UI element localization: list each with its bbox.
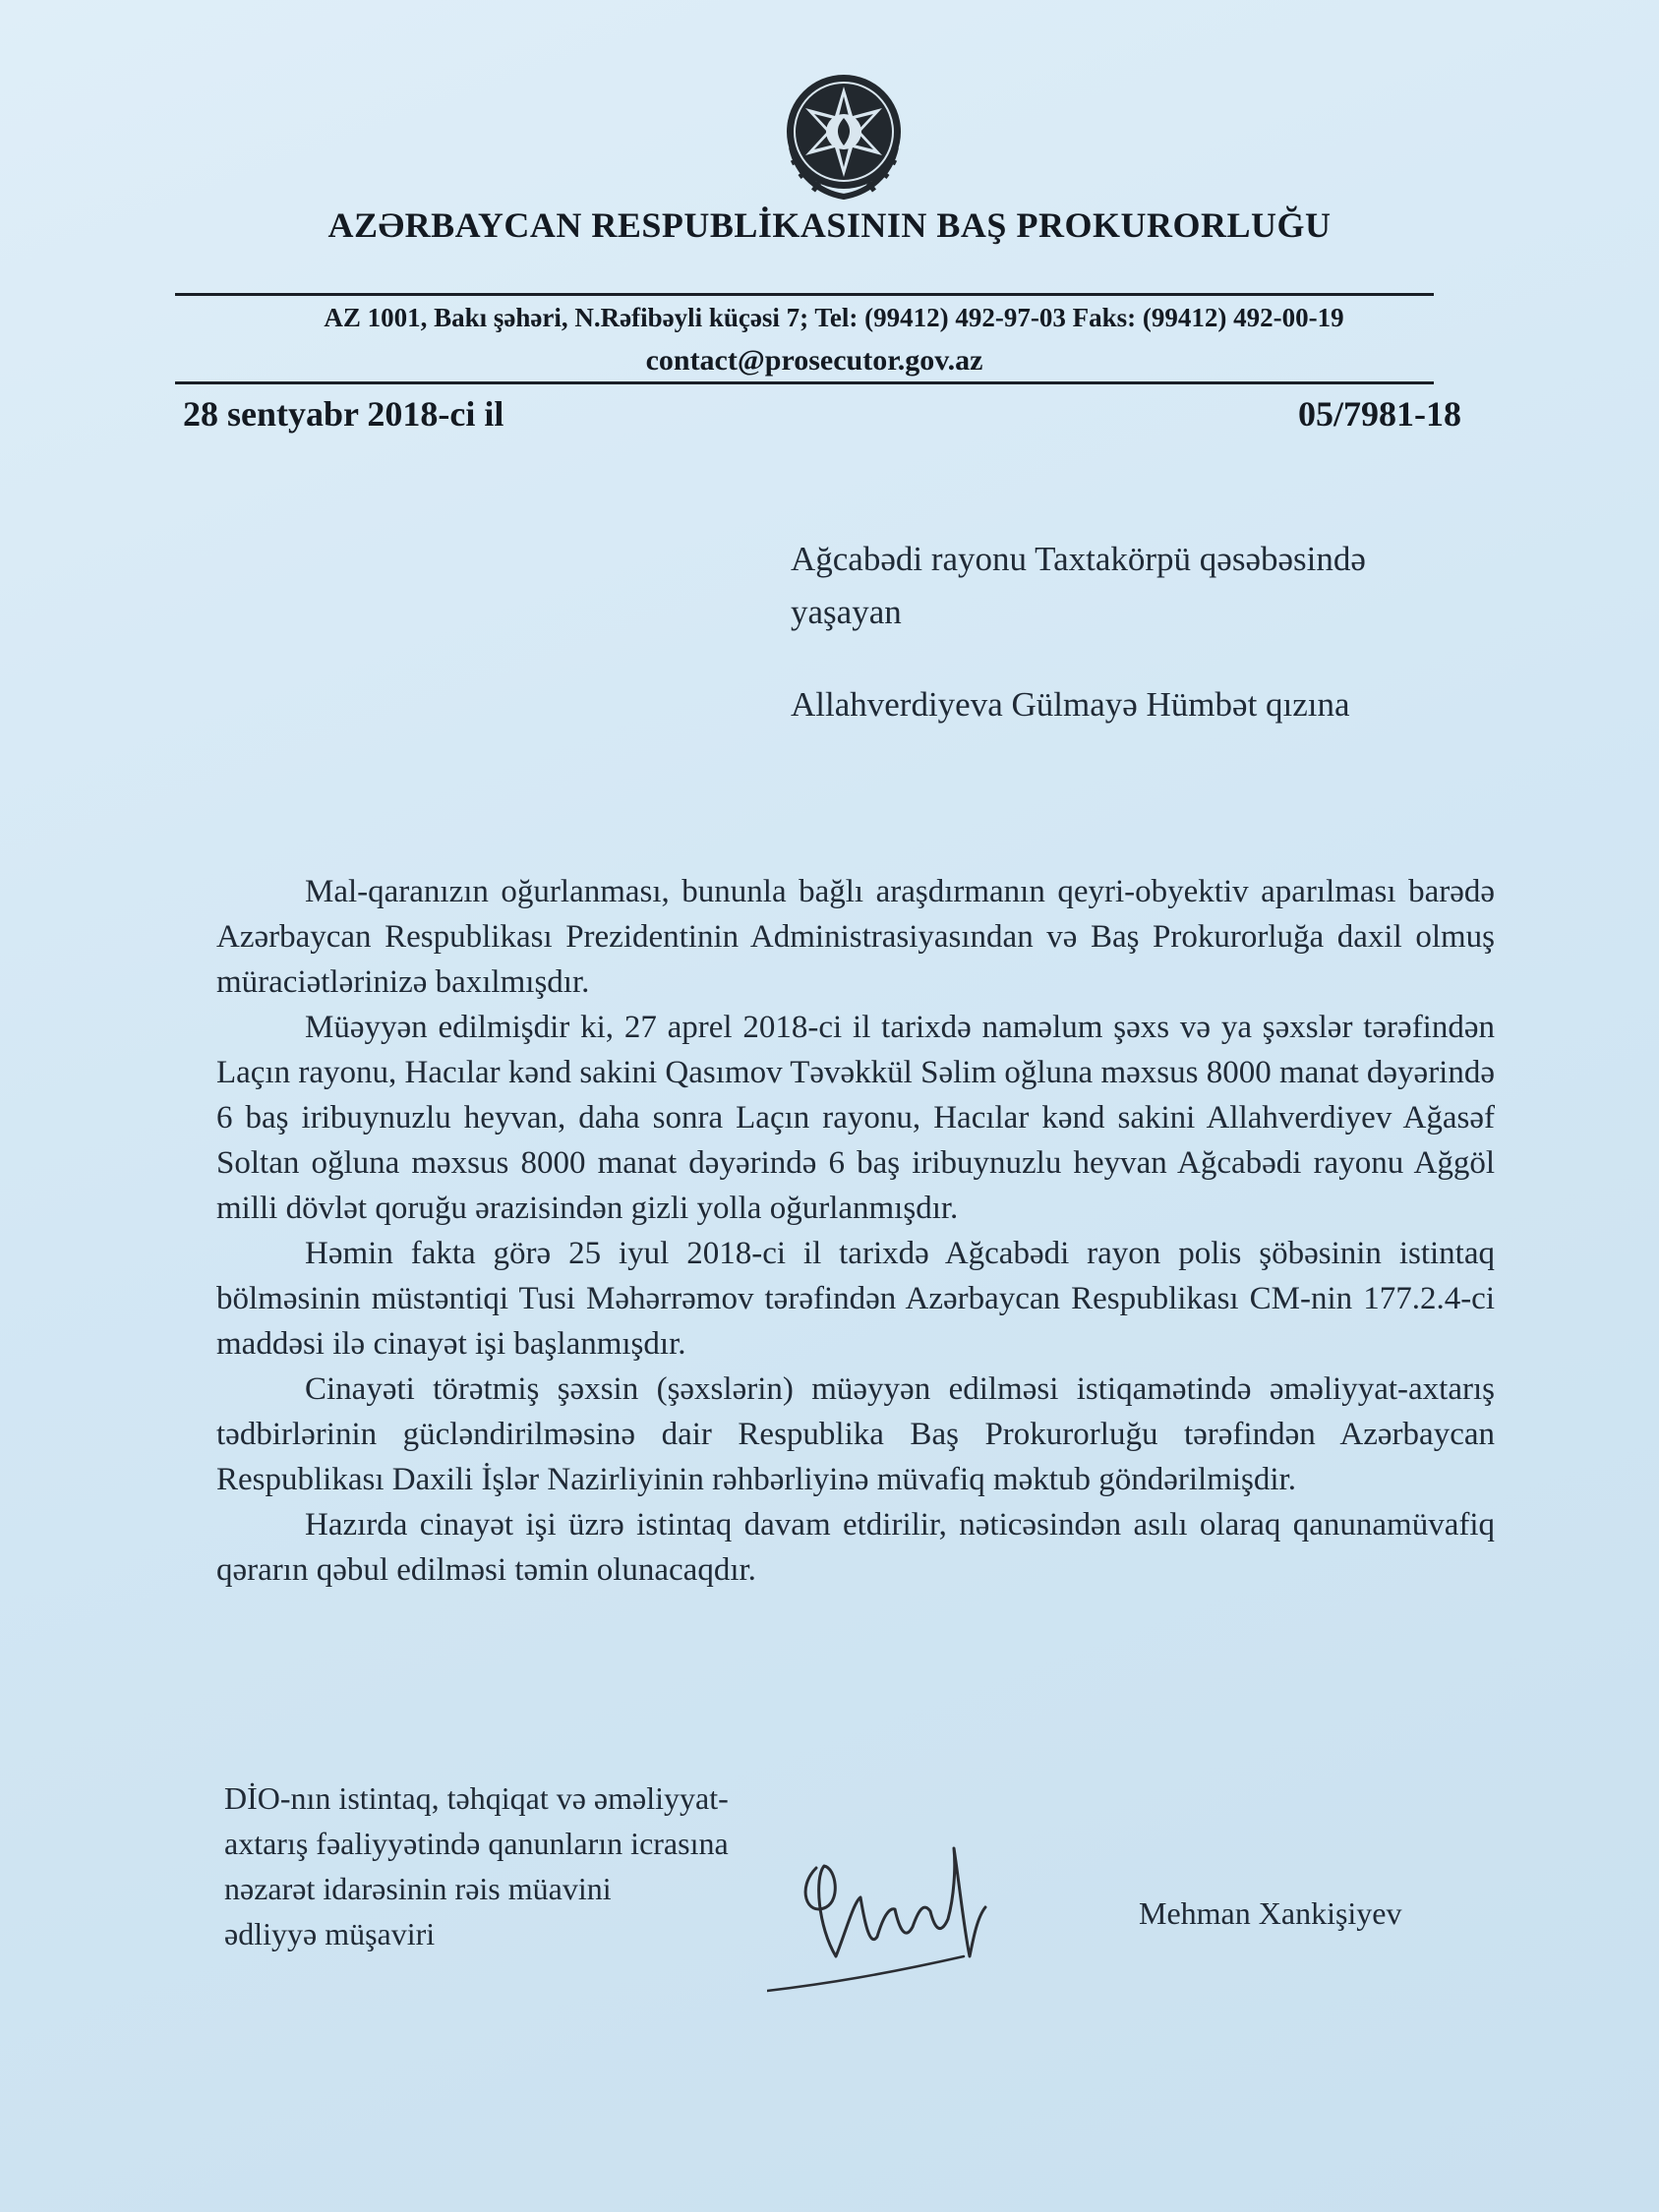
header-divider-top <box>175 293 1434 296</box>
state-emblem-icon <box>770 61 918 208</box>
signatory-line-2: axtarış fəaliyyətində qanunların icrasına <box>224 1826 729 1861</box>
body-paragraph-4: Cinayəti törətmiş şəxsin (şəxslərin) müəyyən edilməsi istiqamətində əməliyyat-axtarış tədbirlərinin gücləndirilməsinə dair Respublika Baş Prokurorluğu tərəfindən Azərbaycan Respublikası Daxili İşlər Nazirliyinin rəhbərliyinə müvafiq məktub göndərilmişdir. <box>216 1371 1495 1497</box>
body-paragraph-2: Müəyyən edilmişdir ki, 27 aprel 2018-ci il tarixdə naməlum şəxs və ya şəxslər tərəfindən Laçın rayonu, Hacılar kənd sakini Qasımov Təvəkkül Səlim oğluna məxsus 8000 manat dəyərində 6 baş iribuynuzlu heyvan, daha sonra Laçın rayonu, Hacılar kənd sakini Allahverdiyev Ağasəf Soltan oğluna məxsus 8000 manat dəyərində 6 baş iribuynuzlu heyvan Ağcabədi rayonu Ağgöl milli dövlət qoruğu ərazisindən gizli yolla oğurlanmışdır. <box>216 1010 1495 1226</box>
body-paragraph-1: Mal-qaranızın oğurlanması, bununla bağlı araşdırmanın qeyri-obyektiv aparılması barədə Azərbaycan Respublikası Prezidentinin Administrasiyasından və Baş Prokurorluğa daxil olmuş müraciətlərinizə baxılmışdır. <box>216 874 1495 1000</box>
recipient-address <box>791 533 1538 639</box>
address-line: AZ 1001, Bakı şəhəri, N.Rəfibəyli küçəsi 7; Tel: (99412) 492-97-03 Faks: (99412) 492-00-19 <box>324 303 1344 332</box>
recipient-line-2: yaşayan <box>791 593 902 631</box>
organization-title: AZƏRBAYCAN RESPUBLİKASININ BAŞ PROKURORLUĞU <box>327 205 1332 245</box>
email-address: contact@prosecutor.gov.az <box>645 344 983 377</box>
recipient-line-1: Ağcabədi rayonu Taxtakörpü qəsəbəsində <box>791 540 1366 578</box>
body-paragraph-3: Həmin fakta görə 25 iyul 2018-ci il tarixdə Ağcabədi rayon polis şöbəsinin istintaq bölməsinin müstəntiqi Tusi Məhərrəmov tərəfindən Azərbaycan Respublikası CM-nin 177.2.4-ci maddəsi ilə cinayət işi başlanmışdır. <box>216 1236 1495 1362</box>
signatory-line-4: ədliyyə müşaviri <box>224 1916 436 1951</box>
signer-name: Mehman Xankişiyev <box>1139 1895 1402 1931</box>
recipient-name: Allahverdiyeva Gülmayə Hümbət qızına <box>791 685 1350 724</box>
signatory-title <box>224 1775 854 1956</box>
header-divider-bottom <box>175 381 1434 384</box>
reference-number: 05/7981-18 <box>1298 394 1461 434</box>
signatory-line-3: nəzarət idarəsinin rəis müavini <box>224 1871 612 1906</box>
signatory-line-1: DİO-nın istintaq, təhqiqat və əməliyyat- <box>224 1780 729 1816</box>
handwritten-signature <box>767 1809 1023 2006</box>
body-paragraph-5: Hazırda cinayət işi üzrə istintaq davam etdirilir, nəticəsindən asılı olaraq qanunamüvafiq qərarın qəbul edilməsi təmin olunacaqdır. <box>216 1507 1495 1588</box>
letter-date: 28 sentyabr 2018-ci il <box>183 394 504 434</box>
letter-body <box>216 869 1495 1593</box>
